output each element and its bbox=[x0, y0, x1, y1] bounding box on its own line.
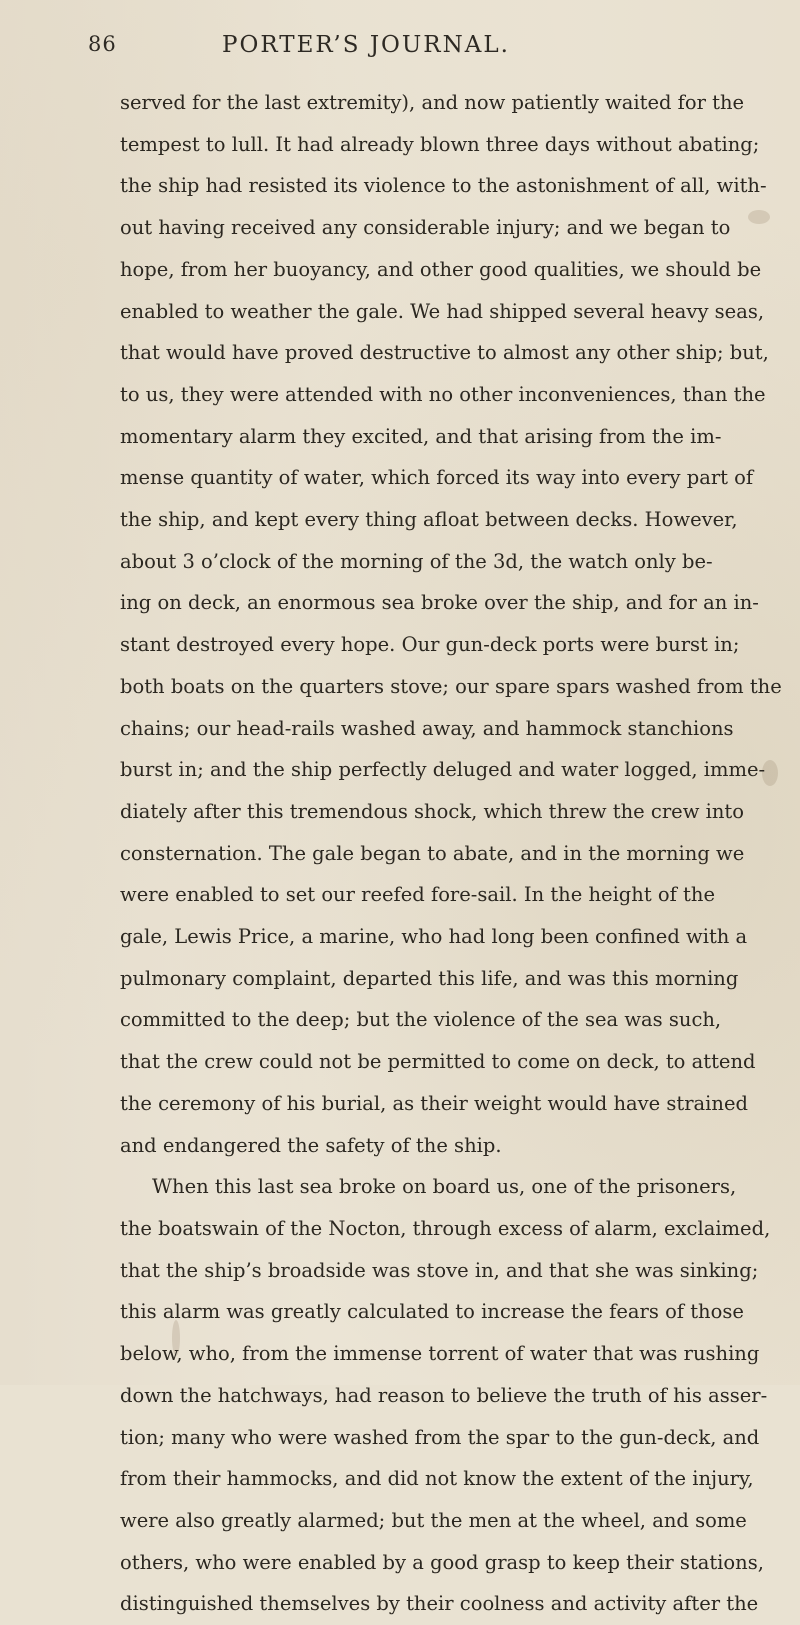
text-line: about 3 o’clock of the morning of the 3d, the watch only be- bbox=[120, 549, 713, 573]
paper-spot bbox=[748, 210, 770, 224]
text-line: that would have proved destructive to almost any other ship; but, bbox=[120, 341, 769, 365]
text-line: gale, Lewis Price, a marine, who had long been confined with a bbox=[120, 925, 748, 949]
text-line: chains; our head-rails washed away, and hammock stanchions bbox=[120, 716, 734, 740]
paragraph bbox=[120, 82, 782, 1166]
text-line: that the ship’s broadside was stove in, and that she was sinking; bbox=[120, 1258, 759, 1282]
text-line: out having received any considerable injury; and we began to bbox=[120, 216, 731, 240]
text-line: stant destroyed every hope. Our gun-deck ports were burst in; bbox=[120, 633, 740, 657]
text-line: were enabled to set our reefed fore-sail. In the height of the bbox=[120, 883, 715, 907]
text-line: distinguished themselves by their coolness and activity after the bbox=[120, 1592, 759, 1616]
text-line: below, who, from the immense torrent of water that was rushing bbox=[120, 1342, 760, 1366]
text-line: burst in; and the ship perfectly deluged and water logged, imme- bbox=[120, 758, 766, 782]
text-line: the ceremony of his burial, as their weight would have strained bbox=[120, 1091, 748, 1115]
text-line: were also greatly alarmed; but the men at the wheel, and some bbox=[120, 1508, 747, 1532]
text-line: pulmonary complaint, departed this life, and was this morning bbox=[120, 966, 739, 990]
text-line: mense quantity of water, which forced its way into every part of bbox=[120, 466, 754, 490]
page-header bbox=[0, 32, 800, 72]
text-line: diately after this tremendous shock, which threw the crew into bbox=[120, 799, 744, 823]
text-line: ing on deck, an enormous sea broke over the ship, and for an in- bbox=[120, 591, 759, 615]
text-line: hope, from her buoyancy, and other good qualities, we should be bbox=[120, 257, 762, 281]
page-number: 86 bbox=[88, 32, 117, 56]
text-line: the boatswain of the Nocton, through excess of alarm, exclaimed, bbox=[120, 1216, 771, 1240]
text-line: both boats on the quarters stove; our spare spars washed from the bbox=[120, 674, 782, 698]
text-line: committed to the deep; but the violence of the sea was such, bbox=[120, 1008, 722, 1032]
text-line: this alarm was greatly calculated to increase the fears of those bbox=[120, 1300, 744, 1324]
text-line: tion; many who were washed from the spar to the gun-deck, and bbox=[120, 1425, 760, 1449]
text-line: the ship had resisted its violence to the astonishment of all, with- bbox=[120, 174, 767, 198]
text-line: that the crew could not be permitted to come on deck, to attend bbox=[120, 1050, 756, 1074]
text-line: served for the last extremity), and now patiently waited for the bbox=[120, 91, 745, 114]
text-line: from their hammocks, and did not know the extent of the injury, bbox=[120, 1467, 754, 1491]
text-line: to us, they were attended with no other inconveniences, than the bbox=[120, 382, 766, 406]
paragraph bbox=[120, 1166, 771, 1625]
text-line: momentary alarm they excited, and that arising from the im- bbox=[120, 424, 722, 448]
text-line: the ship, and kept every thing afloat between decks. However, bbox=[120, 508, 738, 532]
text-line: others, who were enabled by a good grasp to keep their stations, bbox=[120, 1550, 764, 1574]
running-head: PORTER’S JOURNAL. bbox=[222, 32, 510, 58]
text-line: enabled to weather the gale. We had shipped several heavy seas, bbox=[120, 299, 765, 323]
body-text bbox=[120, 82, 782, 1625]
text-line: down the hatchways, had reason to believe the truth of his asser- bbox=[120, 1383, 768, 1407]
text-line: consternation. The gale began to abate, and in the morning we bbox=[120, 841, 745, 865]
text-line: tempest to lull. It had already blown three days without abating; bbox=[120, 132, 760, 156]
text-line: and endangered the safety of the ship. bbox=[120, 1133, 502, 1157]
text-line: When this last sea broke on board us, one of the prisoners, bbox=[152, 1175, 737, 1199]
